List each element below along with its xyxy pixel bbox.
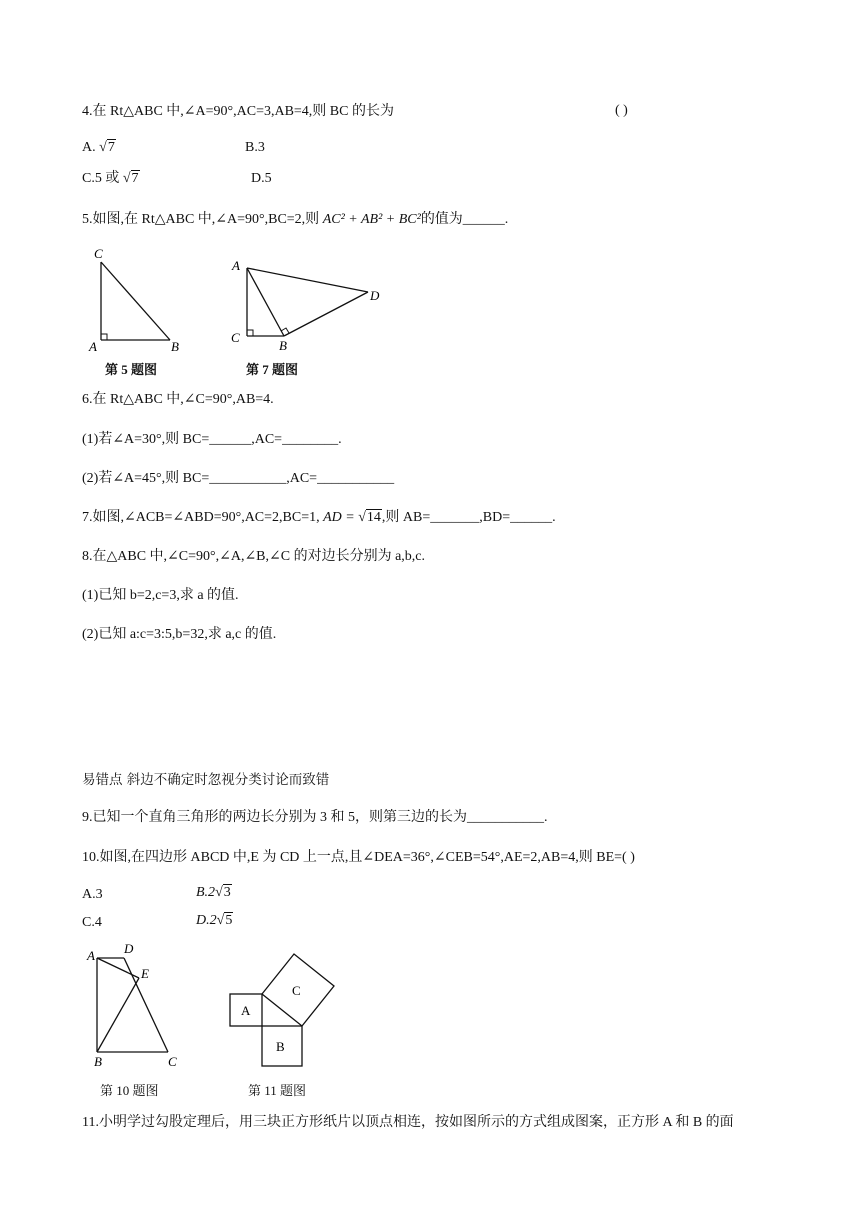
- q8-part-2: (2)已知 a:c=3:5,b=32,求 a,c 的值.: [82, 627, 277, 642]
- section-title: 易错点 斜边不确定时忽视分类讨论而致错: [82, 772, 330, 788]
- q11-stem: 11.小明学过勾股定理后，用三块正方形纸片以顶点相连，按如图所示的方式组成图案，正方形 A 和 B 的面: [82, 1115, 734, 1130]
- fig7-label-a: A: [232, 258, 240, 273]
- fig7-caption: 第 7 题图: [246, 362, 299, 377]
- fig7-label-c: C: [231, 330, 240, 345]
- fig10-label-e: E: [141, 966, 149, 981]
- fig10-label-a: A: [87, 948, 95, 963]
- sqrt-symbol: √7: [122, 171, 139, 186]
- fig10-caption: 第 10 题图: [100, 1083, 159, 1098]
- fig5-label-c: C: [94, 246, 103, 261]
- q8-part-1: (1)已知 b=2,c=3,求 a 的值.: [82, 588, 239, 603]
- figure-10: [84, 940, 194, 1075]
- q10-option-c: C.4: [82, 915, 102, 930]
- fig11-label-a: A: [241, 1003, 251, 1018]
- q7-stem: 7.如图,∠ACB=∠ABD=90°,AC=2,BC=1, AD = √14,则 AB=_______,BD=______.: [82, 510, 556, 525]
- q4-option-a: A. √7: [82, 140, 115, 155]
- fig11-label-b: B: [276, 1039, 285, 1054]
- fig10-label-b: B: [94, 1054, 102, 1069]
- sqrt-symbol: √14: [358, 510, 381, 525]
- fig5-label-b: B: [171, 339, 179, 354]
- fig11-label-c: C: [292, 983, 301, 998]
- fig5-label-a: A: [89, 339, 97, 354]
- q6-stem: 6.在 Rt△ABC 中,∠C=90°,AB=4.: [82, 392, 274, 407]
- q6-part-2: (2)若∠A=45°,则 BC=___________,AC=___________: [82, 471, 395, 486]
- q9-stem: 9.已知一个直角三角形的两边长分别为 3 和 5，则第三边的长为___________.: [82, 810, 548, 825]
- sqrt-symbol: √7: [99, 140, 115, 155]
- q4-stem: 4.在 Rt△ABC 中,∠A=90°,AC=3,AB=4,则 BC 的长为: [82, 104, 394, 119]
- q6-part-1: (1)若∠A=30°,则 BC=______,AC=________.: [82, 432, 342, 447]
- fig7-label-b: B: [279, 338, 287, 353]
- sqrt-symbol: √5: [216, 913, 233, 928]
- sqrt-symbol: √3: [215, 885, 231, 900]
- q10-stem: 10.如图,在四边形 ABCD 中,E 为 CD 上一点,且∠DEA=36°,∠CEB=54°,AE=2,AB=4,则 BE=( ): [82, 850, 635, 865]
- q10-option-d: D.2√5: [196, 913, 233, 928]
- figure-11: [226, 944, 346, 1077]
- fig10-label-c: C: [168, 1054, 177, 1069]
- fig5-caption: 第 5 题图: [105, 362, 158, 377]
- q10-option-a: A.3: [82, 887, 103, 902]
- fig11-caption: 第 11 题图: [248, 1083, 307, 1098]
- figure-7: [226, 254, 386, 359]
- figure-5: [86, 244, 196, 359]
- q4-option-c: C.5 或 √7: [82, 171, 139, 186]
- q4-answer-paren: ( ): [615, 103, 628, 118]
- q8-stem: 8.在△ABC 中,∠C=90°,∠A,∠B,∠C 的对边长分别为 a,b,c.: [82, 549, 426, 564]
- q4-option-b: B.3: [245, 140, 265, 155]
- q5-stem: 5.如图,在 Rt△ABC 中,∠A=90°,BC=2,则 AC² + AB² + BC²的值为______.: [82, 212, 509, 227]
- q10-option-b: B.2√3: [196, 885, 231, 900]
- fig10-label-d: D: [124, 941, 134, 956]
- fig7-label-d: D: [370, 288, 380, 303]
- q5-formula: AC² + AB² + BC²: [322, 212, 421, 227]
- q4-option-d: D.5: [251, 171, 272, 186]
